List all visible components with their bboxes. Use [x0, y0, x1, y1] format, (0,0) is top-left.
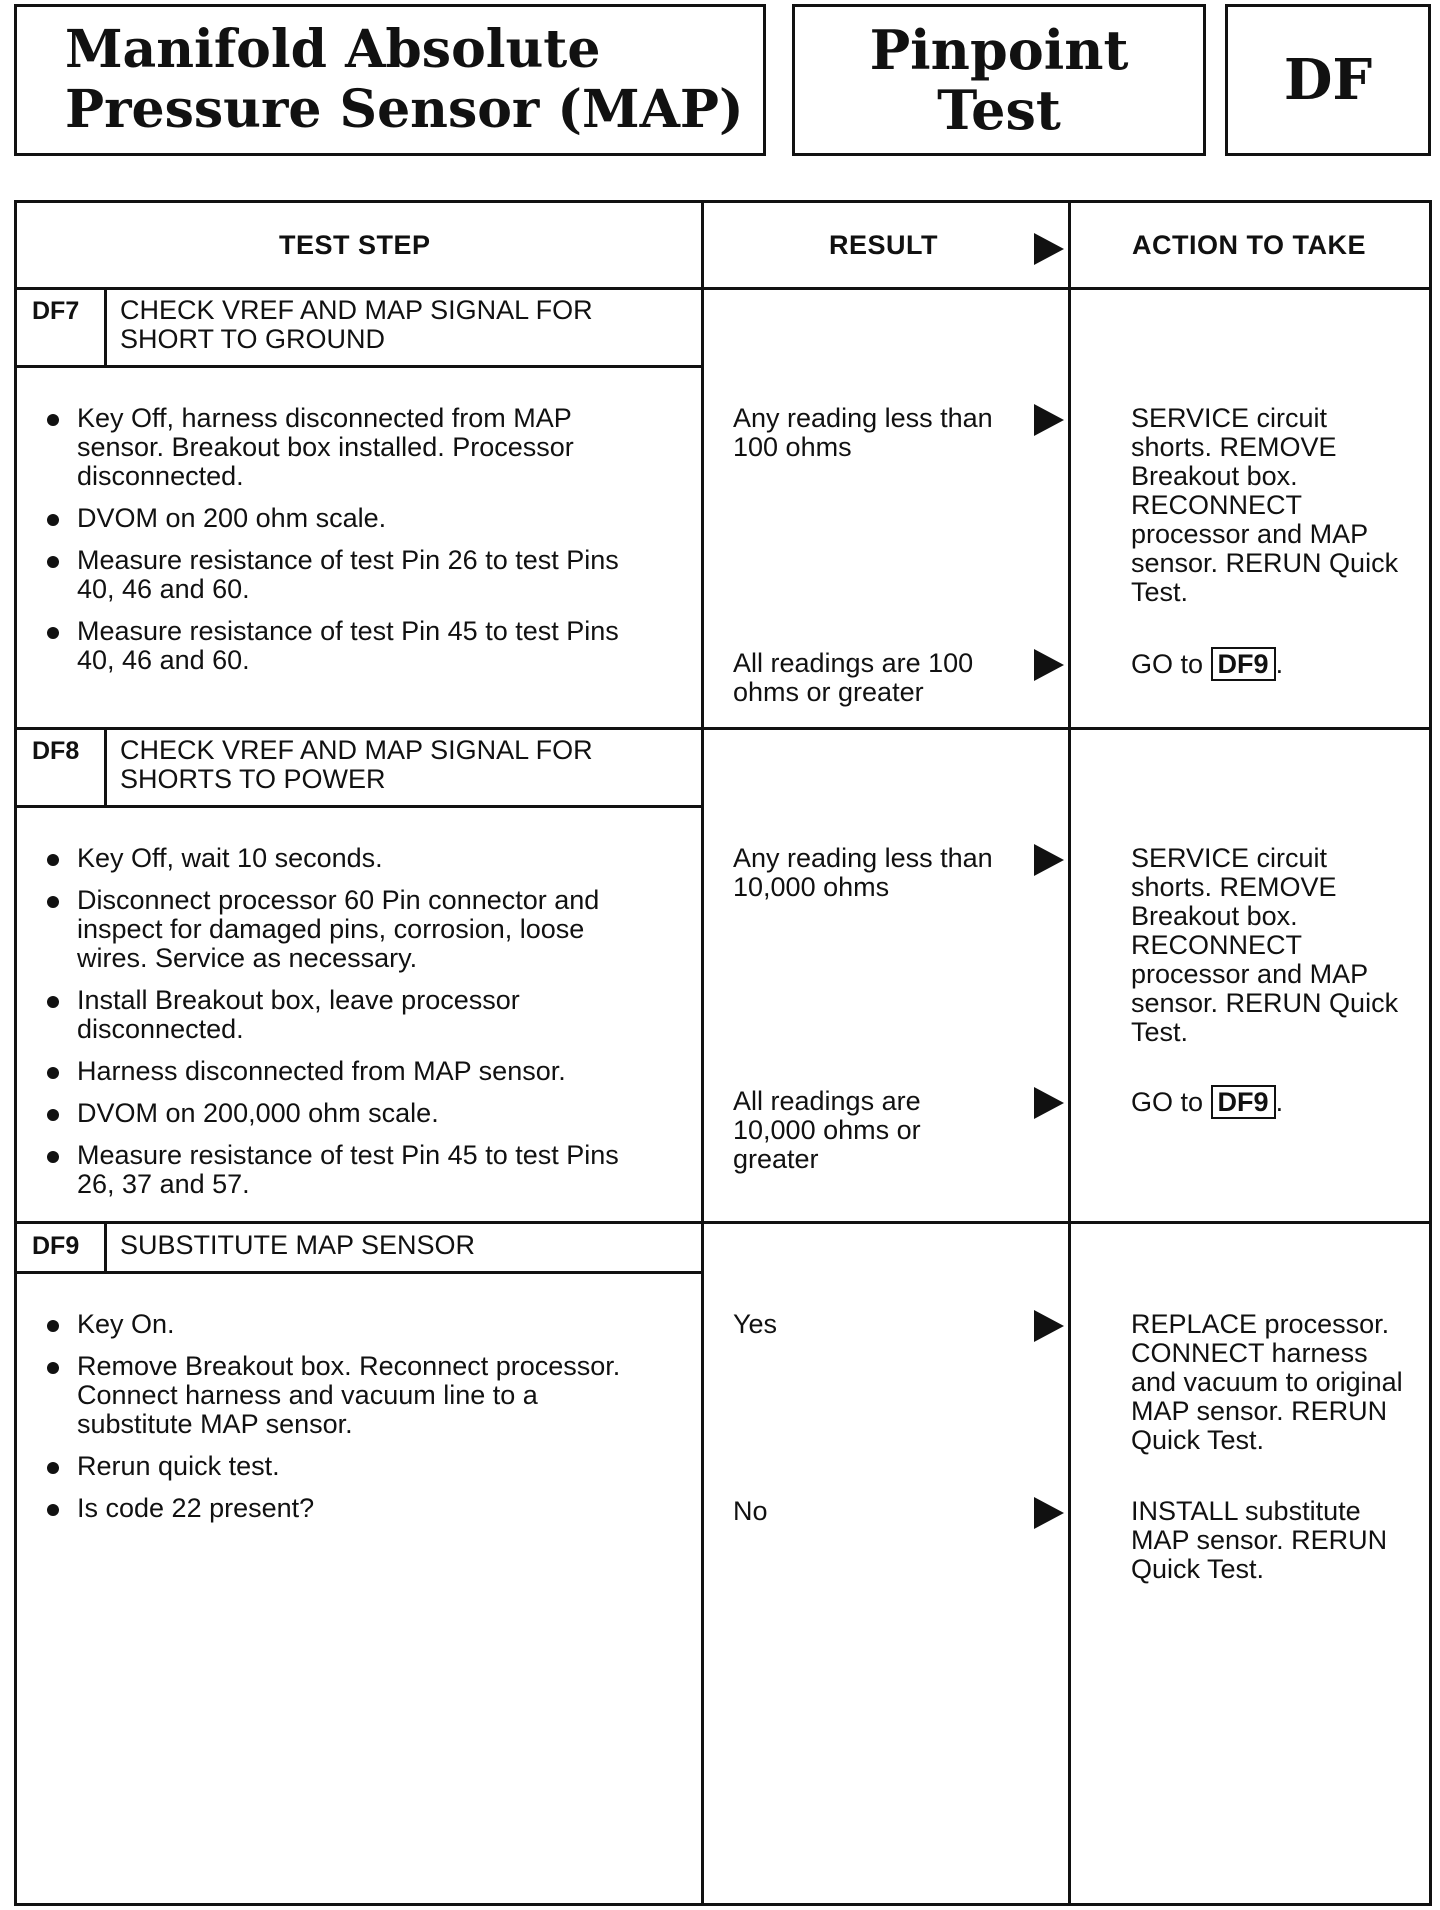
step-title-line-1: CHECK VREF AND MAP SIGNAL FOR: [120, 735, 593, 765]
instruction-item: Disconnect processor 60 Pin connector and inspect for damaged pins, corrosion, loose wires. Service as necessary.: [47, 886, 687, 973]
step-id-divider: [104, 290, 107, 368]
result-arrow-icon: [1034, 233, 1064, 265]
step-id: DF7: [32, 297, 80, 325]
action-goto: [1131, 647, 1283, 681]
step-id: DF8: [32, 737, 80, 765]
instruction-item: DVOM on 200,000 ohm scale.: [47, 1099, 687, 1128]
test-type-box: [792, 4, 1206, 156]
action-text: INSTALL substitute MAP sensor. RERUN Quick Test.: [1131, 1496, 1388, 1584]
instruction-item: Measure resistance of test Pin 26 to test Pins 40, 46 and 60.: [47, 546, 687, 604]
column-header-action: ACTION TO TAKE: [1132, 230, 1366, 260]
column-divider: [1068, 203, 1071, 1903]
title-line-1: Manifold Absolute: [65, 19, 601, 80]
instruction-item: DVOM on 200 ohm scale.: [47, 504, 687, 533]
step-title-line-1: SUBSTITUTE MAP SENSOR: [120, 1230, 476, 1260]
result-arrow-icon: [1034, 404, 1064, 436]
step-id: DF9: [32, 1232, 80, 1260]
test-code-box: [1225, 4, 1431, 156]
result-arrow-icon: [1034, 1310, 1064, 1342]
test-type-line-2: Test: [937, 78, 1061, 142]
instruction-item: Rerun quick test.: [47, 1452, 687, 1481]
goto-step-reference[interactable]: DF9: [1211, 1085, 1276, 1119]
action-text: SERVICE circuit shorts. REMOVE Breakout box. RECONNECT processor and MAP sensor. RERUN Quick Test.: [1131, 843, 1399, 1047]
result-text: All readings are 100 ohms or greater: [733, 648, 974, 707]
result-arrow-icon: [1034, 1087, 1064, 1119]
goto-label: GO to: [1131, 1087, 1204, 1117]
step-instructions: [47, 844, 687, 1212]
pinpoint-test-table: [14, 200, 1432, 1906]
test-code: DF: [1283, 47, 1373, 113]
step-id-divider: [104, 730, 107, 808]
instruction-item: Harness disconnected from MAP sensor.: [47, 1057, 687, 1086]
instruction-item: Key Off, harness disconnected from MAP sensor. Breakout box installed. Processor disconnected.: [47, 404, 687, 491]
step-instructions: [47, 1310, 687, 1536]
result-text: Any reading less than 10,000 ohms: [733, 843, 993, 902]
instruction-item: Key Off, wait 10 seconds.: [47, 844, 687, 873]
instruction-item: Measure resistance of test Pin 45 to test Pins 40, 46 and 60.: [47, 617, 687, 675]
goto-suffix: .: [1275, 1087, 1284, 1117]
row-divider: [17, 1221, 1429, 1224]
test-type-line-1: Pinpoint: [869, 18, 1129, 82]
procedure-title: [14, 4, 766, 156]
instruction-item: Key On.: [47, 1310, 687, 1339]
step-title-line-2: SHORT TO GROUND: [120, 324, 386, 354]
column-header-test-step: TEST STEP: [279, 230, 431, 260]
result-arrow-icon: [1034, 844, 1064, 876]
instruction-item: Measure resistance of test Pin 45 to test Pins 26, 37 and 57.: [47, 1141, 687, 1199]
step-title-underline: [17, 805, 703, 808]
row-divider: [17, 727, 1429, 730]
action-goto: [1131, 1085, 1283, 1119]
action-text: REPLACE processor. CONNECT harness and vacuum to original MAP sensor. RERUN Quick Test.: [1131, 1309, 1403, 1455]
instruction-item: Remove Breakout box. Reconnect processor. Connect harness and vacuum line to a substitute MAP sensor.: [47, 1352, 687, 1439]
step-id-divider: [104, 1224, 107, 1274]
step-title-underline: [17, 1271, 703, 1274]
action-text: SERVICE circuit shorts. REMOVE Breakout box. RECONNECT processor and MAP sensor. RERUN Quick Test.: [1131, 403, 1399, 607]
result-text: No: [733, 1496, 768, 1526]
step-title-line-1: CHECK VREF AND MAP SIGNAL FOR: [120, 295, 593, 325]
step-instructions: [47, 404, 687, 688]
column-divider: [701, 203, 704, 1903]
step-title-line-2: SHORTS TO POWER: [120, 764, 386, 794]
title-line-2: Pressure Sensor (MAP): [65, 79, 744, 140]
instruction-item: Is code 22 present?: [47, 1494, 687, 1523]
result-text: Yes: [733, 1309, 778, 1339]
goto-label: GO to: [1131, 649, 1204, 679]
step-title-underline: [17, 365, 703, 368]
column-header-result: RESULT: [829, 230, 938, 260]
result-text: Any reading less than 100 ohms: [733, 403, 993, 462]
result-text: All readings are 10,000 ohms or greater: [733, 1086, 921, 1174]
goto-step-reference[interactable]: DF9: [1211, 647, 1276, 681]
instruction-item: Install Breakout box, leave processor disconnected.: [47, 986, 687, 1044]
goto-suffix: .: [1275, 649, 1284, 679]
result-arrow-icon: [1034, 649, 1064, 681]
result-arrow-icon: [1034, 1497, 1064, 1529]
